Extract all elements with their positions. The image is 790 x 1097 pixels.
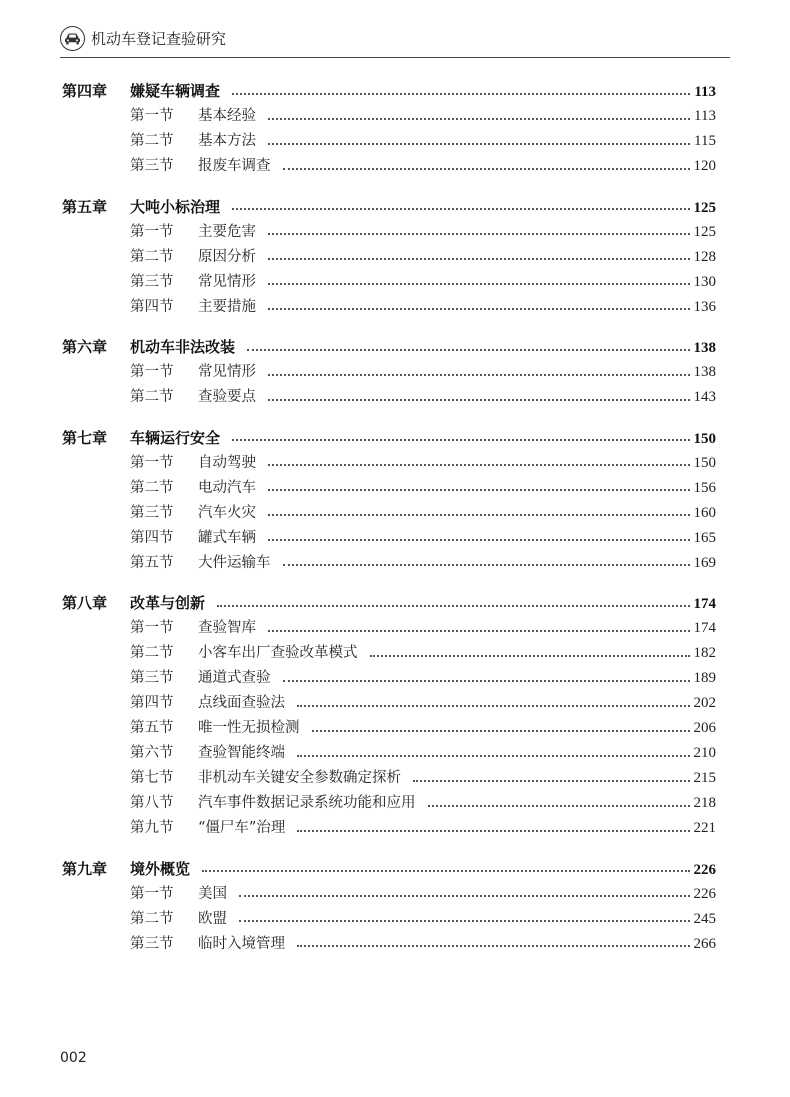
section-entry-number: 第一节 xyxy=(130,364,174,380)
section-entry-number: 第一节 xyxy=(130,223,174,240)
section-entry-page: 189 xyxy=(693,670,716,686)
section-entry-number: 第四节 xyxy=(130,298,174,315)
book-title: 机动车登记查验研究 xyxy=(91,29,227,48)
section-entry xyxy=(62,245,716,270)
car-icon xyxy=(60,26,85,51)
section-entry-page: 218 xyxy=(693,795,716,811)
dot-leader xyxy=(283,564,690,566)
chapter-entry-page: 138 xyxy=(693,340,716,356)
dot-leader xyxy=(268,118,690,120)
section-entry xyxy=(62,766,716,791)
section-entry-number: 第三节 xyxy=(130,670,174,686)
section-entry xyxy=(62,360,716,385)
chapter-entry xyxy=(62,79,716,104)
section-entry-title: 查验智能终端 xyxy=(198,745,285,761)
section-entry-title: 临时入境管理 xyxy=(198,935,285,952)
page-number: 002 xyxy=(60,1050,87,1066)
chapter-entry-title: 机动车非法改装 xyxy=(130,338,236,356)
dot-leader xyxy=(202,870,689,872)
section-entry-title: 汽车火灾 xyxy=(198,504,256,521)
dot-leader xyxy=(297,830,689,832)
section-entry-title: 主要危害 xyxy=(198,223,256,240)
section-entry-number: 第一节 xyxy=(130,108,174,124)
section-entry-number: 第三节 xyxy=(130,273,174,290)
section-entry-page: 125 xyxy=(693,223,716,240)
chapter-entry-title: 车辆运行安全 xyxy=(130,428,221,447)
section-entry-number: 第二节 xyxy=(130,248,174,265)
section-entry-page: 182 xyxy=(693,645,716,661)
section-entry-title: 常见情形 xyxy=(198,273,256,290)
chapter-block xyxy=(62,335,716,410)
dot-leader xyxy=(297,945,690,947)
dot-leader xyxy=(268,489,690,491)
section-entry xyxy=(62,501,716,526)
section-entry-number: 第二节 xyxy=(130,389,174,405)
section-entry-page: 206 xyxy=(693,720,716,736)
dot-leader xyxy=(268,283,690,285)
chapter-entry-number: 第四章 xyxy=(62,82,108,100)
dot-leader xyxy=(268,399,690,401)
dot-leader xyxy=(239,920,690,922)
section-entry xyxy=(62,791,716,816)
section-entry xyxy=(62,295,716,320)
section-entry-number: 第四节 xyxy=(130,695,174,711)
section-entry-number: 第三节 xyxy=(130,504,174,521)
dot-leader xyxy=(232,439,689,441)
dot-leader xyxy=(232,93,690,95)
chapter-entry xyxy=(62,591,716,616)
section-entry xyxy=(62,526,716,551)
dot-leader xyxy=(268,630,690,632)
dot-leader xyxy=(239,895,690,897)
section-entry-title: 大件运输车 xyxy=(198,554,271,571)
section-entry-page: 143 xyxy=(693,389,716,405)
dot-leader xyxy=(283,168,690,170)
section-entry-number: 第一节 xyxy=(130,885,174,902)
section-entry-number: 第五节 xyxy=(130,554,174,571)
section-entry-title: 罐式车辆 xyxy=(198,529,256,546)
chapter-block xyxy=(62,857,716,957)
section-entry xyxy=(62,154,716,179)
section-entry xyxy=(62,270,716,295)
section-entry-title: 报废车调查 xyxy=(198,158,271,174)
section-entry xyxy=(62,220,716,245)
section-entry-page: 165 xyxy=(693,529,716,546)
section-entry xyxy=(62,616,716,641)
section-entry-title: 美国 xyxy=(198,885,227,902)
running-header xyxy=(60,24,226,52)
section-entry-number: 第二节 xyxy=(130,645,174,661)
section-entry-number: 第二节 xyxy=(130,133,174,149)
dot-leader xyxy=(232,208,689,210)
section-entry-page: 115 xyxy=(694,133,716,149)
chapter-entry-title: 境外概览 xyxy=(130,859,191,878)
dot-leader xyxy=(247,349,689,351)
dot-leader xyxy=(370,655,690,657)
section-entry-title: 小客车出厂查验改革模式 xyxy=(198,645,358,661)
section-entry xyxy=(62,666,716,691)
section-entry-number: 第二节 xyxy=(130,910,174,927)
section-entry-page: 136 xyxy=(693,298,716,315)
section-entry-page: 160 xyxy=(693,504,716,521)
section-entry-title: 基本方法 xyxy=(198,133,256,149)
section-entry-number: 第八节 xyxy=(130,795,174,811)
section-entry-number: 第六节 xyxy=(130,745,174,761)
chapter-entry xyxy=(62,857,716,882)
section-entry xyxy=(62,882,716,907)
section-entry-title: 通道式查验 xyxy=(198,670,271,686)
section-entry xyxy=(62,932,716,957)
chapter-entry-page: 174 xyxy=(693,596,716,612)
section-entry-page: 130 xyxy=(693,273,716,290)
dot-leader xyxy=(217,605,689,607)
section-entry-page: 169 xyxy=(693,554,716,571)
chapter-entry-number: 第七章 xyxy=(62,428,108,447)
chapter-entry-number: 第九章 xyxy=(62,859,108,878)
section-entry xyxy=(62,104,716,129)
dot-leader xyxy=(268,308,690,310)
header-rule xyxy=(60,57,730,58)
section-entry xyxy=(62,907,716,932)
section-entry xyxy=(62,641,716,666)
section-entry-title: 自动驾驶 xyxy=(198,454,256,471)
section-entry-page: 266 xyxy=(693,935,716,952)
section-entry-number: 第四节 xyxy=(130,529,174,546)
section-entry-number: 第三节 xyxy=(130,158,174,174)
section-entry-number: 第一节 xyxy=(130,454,174,471)
dot-leader xyxy=(413,780,690,782)
section-entry-number: 第三节 xyxy=(130,935,174,952)
section-entry-title: 汽车事件数据记录系统功能和应用 xyxy=(198,795,416,811)
section-entry-page: 138 xyxy=(693,364,716,380)
section-entry-title: 基本经验 xyxy=(198,108,256,124)
section-entry-title: 主要措施 xyxy=(198,298,256,315)
section-entry-title: 欧盟 xyxy=(198,910,227,927)
section-entry-page: 245 xyxy=(693,910,716,927)
section-entry xyxy=(62,385,716,410)
section-entry xyxy=(62,451,716,476)
chapter-entry xyxy=(62,426,716,451)
chapter-entry-number: 第五章 xyxy=(62,197,108,216)
section-entry-number: 第九节 xyxy=(130,820,174,836)
section-entry-page: 202 xyxy=(693,695,716,711)
section-entry-number: 第五节 xyxy=(130,720,174,736)
section-entry-title: 非机动车关键安全参数确定探析 xyxy=(198,770,401,786)
chapter-entry-number: 第六章 xyxy=(62,338,108,356)
section-entry-title: 唯一性无损检测 xyxy=(198,720,300,736)
chapter-entry-title: 大吨小标治理 xyxy=(130,197,221,216)
section-entry-title: 电动汽车 xyxy=(198,479,256,496)
section-entry-page: 120 xyxy=(693,158,716,174)
section-entry-title: 常见情形 xyxy=(198,364,256,380)
section-entry-title: 查验要点 xyxy=(198,389,256,405)
section-entry xyxy=(62,691,716,716)
chapter-block xyxy=(62,426,716,576)
section-entry-page: 156 xyxy=(693,479,716,496)
chapter-entry-page: 113 xyxy=(694,84,716,100)
dot-leader xyxy=(283,680,690,682)
section-entry-number: 第七节 xyxy=(130,770,174,786)
chapter-entry-page: 150 xyxy=(693,430,716,447)
chapter-entry xyxy=(62,195,716,220)
dot-leader xyxy=(268,374,690,376)
dot-leader xyxy=(297,755,690,757)
section-entry xyxy=(62,816,716,841)
chapter-block xyxy=(62,591,716,841)
section-entry xyxy=(62,741,716,766)
dot-leader xyxy=(428,805,690,807)
chapter-entry-number: 第八章 xyxy=(62,594,108,612)
section-entry xyxy=(62,716,716,741)
dot-leader xyxy=(268,514,690,516)
dot-leader xyxy=(268,539,690,541)
section-entry xyxy=(62,551,716,576)
section-entry-page: 174 xyxy=(693,620,716,636)
dot-leader xyxy=(268,464,690,466)
table-of-contents xyxy=(62,79,716,972)
dot-leader xyxy=(268,233,690,235)
section-entry-page: 221 xyxy=(693,820,716,836)
dot-leader xyxy=(268,258,690,260)
section-entry-number: 第二节 xyxy=(130,479,174,496)
chapter-entry-title: 改革与创新 xyxy=(130,594,206,612)
chapter-entry xyxy=(62,335,716,360)
section-entry-page: 226 xyxy=(693,885,716,902)
section-entry-title: 点线面查验法 xyxy=(198,695,285,711)
section-entry-number: 第一节 xyxy=(130,620,174,636)
section-entry xyxy=(62,129,716,154)
section-entry-page: 128 xyxy=(693,248,716,265)
chapter-entry-title: 嫌疑车辆调查 xyxy=(130,82,221,100)
section-entry-title: 原因分析 xyxy=(198,248,256,265)
section-entry-page: 215 xyxy=(693,770,716,786)
section-entry-page: 210 xyxy=(693,745,716,761)
dot-leader xyxy=(297,705,690,707)
chapter-block xyxy=(62,195,716,320)
dot-leader xyxy=(312,730,690,732)
chapter-entry-page: 125 xyxy=(693,199,716,216)
chapter-block xyxy=(62,79,716,179)
section-entry-page: 150 xyxy=(693,454,716,471)
section-entry xyxy=(62,476,716,501)
section-entry-page: 113 xyxy=(694,108,716,124)
section-entry-title: 查验智库 xyxy=(198,620,256,636)
dot-leader xyxy=(268,143,690,145)
chapter-entry-page: 226 xyxy=(693,861,716,878)
section-entry-title: “僵尸车”治理 xyxy=(198,820,286,836)
